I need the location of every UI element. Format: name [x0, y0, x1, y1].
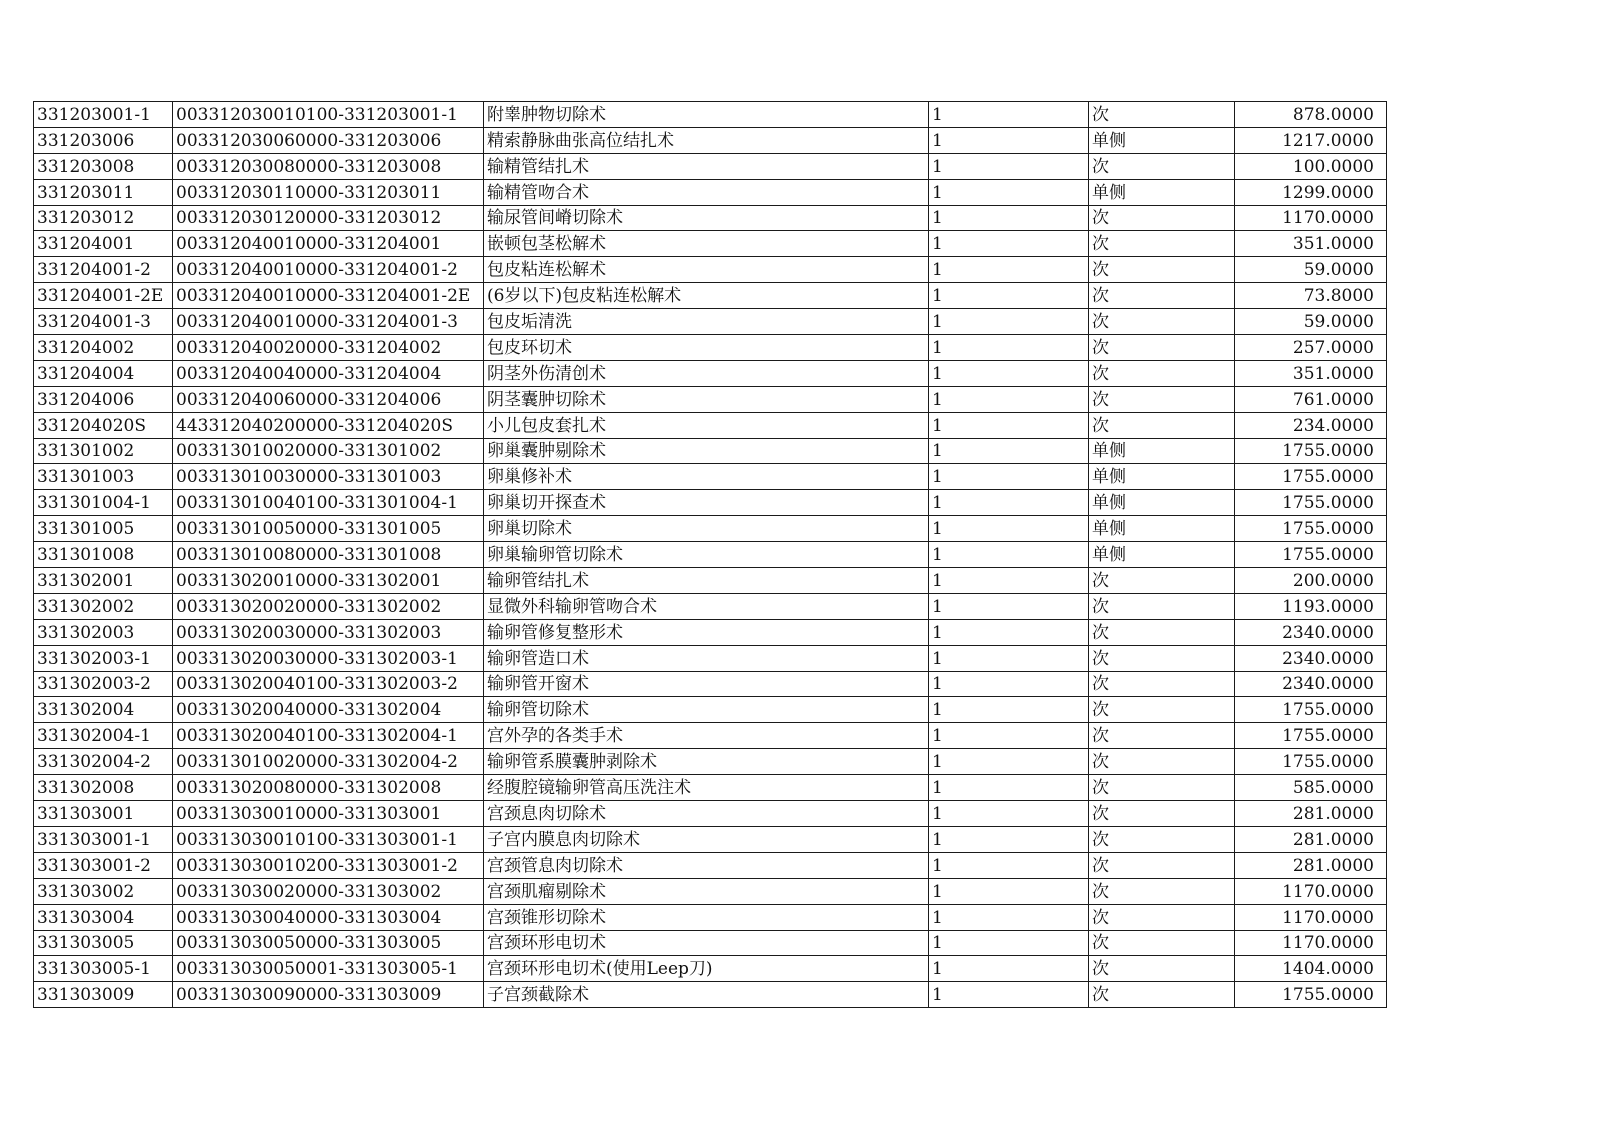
cell-item-code: 331303005	[34, 930, 173, 956]
cell-full-code: 003312040020000-331204002	[173, 335, 484, 361]
cell-price: 1170.0000	[1235, 205, 1387, 231]
cell-full-code: 003312030080000-331203008	[173, 153, 484, 179]
cell-full-code: 003313020010000-331302001	[173, 568, 484, 594]
cell-unit: 次	[1089, 878, 1235, 904]
cell-price: 585.0000	[1235, 775, 1387, 801]
cell-item-name: 输卵管系膜囊肿剥除术	[484, 749, 929, 775]
cell-quantity: 1	[929, 930, 1089, 956]
cell-full-code: 003313010020000-331301002	[173, 438, 484, 464]
cell-price: 73.8000	[1235, 283, 1387, 309]
cell-item-name: 子宫颈截除术	[484, 982, 929, 1008]
cell-item-name: 宫外孕的各类手术	[484, 723, 929, 749]
table-row	[34, 619, 1387, 645]
cell-price: 1755.0000	[1235, 697, 1387, 723]
cell-item-name: 宫颈环形电切术(使用Leep刀)	[484, 956, 929, 982]
cell-full-code: 003312030010100-331203001-1	[173, 102, 484, 128]
cell-item-code: 331204001-3	[34, 309, 173, 335]
table-row	[34, 645, 1387, 671]
cell-full-code: 003312030060000-331203006	[173, 127, 484, 153]
cell-item-name: 包皮垢清洗	[484, 309, 929, 335]
cell-price: 2340.0000	[1235, 619, 1387, 645]
cell-item-name: 输精管吻合术	[484, 179, 929, 205]
table-row	[34, 490, 1387, 516]
cell-item-code: 331301003	[34, 464, 173, 490]
cell-full-code: 003313030040000-331303004	[173, 904, 484, 930]
cell-price: 234.0000	[1235, 412, 1387, 438]
cell-quantity: 1	[929, 671, 1089, 697]
cell-item-code: 331302008	[34, 775, 173, 801]
cell-item-name: 卵巢修补术	[484, 464, 929, 490]
cell-quantity: 1	[929, 826, 1089, 852]
cell-item-code: 331302004	[34, 697, 173, 723]
cell-quantity: 1	[929, 801, 1089, 827]
cell-full-code: 003313030020000-331303002	[173, 878, 484, 904]
cell-quantity: 1	[929, 516, 1089, 542]
cell-full-code: 443312040200000-331204020S	[173, 412, 484, 438]
cell-item-code: 331203006	[34, 127, 173, 153]
cell-price: 2340.0000	[1235, 671, 1387, 697]
cell-price: 1170.0000	[1235, 930, 1387, 956]
cell-unit: 次	[1089, 153, 1235, 179]
cell-full-code: 003313020030000-331302003	[173, 619, 484, 645]
cell-unit: 次	[1089, 568, 1235, 594]
table-row	[34, 205, 1387, 231]
cell-unit: 次	[1089, 386, 1235, 412]
cell-full-code: 003312040060000-331204006	[173, 386, 484, 412]
cell-quantity: 1	[929, 723, 1089, 749]
cell-unit: 单侧	[1089, 179, 1235, 205]
cell-item-code: 331302003-1	[34, 645, 173, 671]
cell-price: 281.0000	[1235, 852, 1387, 878]
cell-full-code: 003313010020000-331302004-2	[173, 749, 484, 775]
table-row	[34, 412, 1387, 438]
table-row	[34, 257, 1387, 283]
table-row	[34, 801, 1387, 827]
cell-full-code: 003313030050000-331303005	[173, 930, 484, 956]
cell-item-code: 331204006	[34, 386, 173, 412]
cell-unit: 次	[1089, 775, 1235, 801]
cell-item-code: 331203008	[34, 153, 173, 179]
table-row	[34, 723, 1387, 749]
cell-item-code: 331303001	[34, 801, 173, 827]
cell-unit: 次	[1089, 852, 1235, 878]
cell-quantity: 1	[929, 749, 1089, 775]
cell-quantity: 1	[929, 697, 1089, 723]
cell-quantity: 1	[929, 438, 1089, 464]
table-row	[34, 386, 1387, 412]
table-row	[34, 179, 1387, 205]
table-row	[34, 102, 1387, 128]
cell-full-code: 003313010080000-331301008	[173, 542, 484, 568]
cell-item-code: 331303005-1	[34, 956, 173, 982]
cell-unit: 次	[1089, 723, 1235, 749]
cell-full-code: 003312040010000-331204001-2E	[173, 283, 484, 309]
cell-item-name: 卵巢输卵管切除术	[484, 542, 929, 568]
cell-price: 1170.0000	[1235, 904, 1387, 930]
cell-full-code: 003313030010100-331303001-1	[173, 826, 484, 852]
cell-full-code: 003312030110000-331203011	[173, 179, 484, 205]
cell-unit: 次	[1089, 205, 1235, 231]
cell-item-name: 宫颈管息肉切除术	[484, 852, 929, 878]
cell-price: 257.0000	[1235, 335, 1387, 361]
cell-unit: 次	[1089, 956, 1235, 982]
cell-item-code: 331204004	[34, 360, 173, 386]
cell-price: 1755.0000	[1235, 490, 1387, 516]
cell-quantity: 1	[929, 257, 1089, 283]
cell-quantity: 1	[929, 542, 1089, 568]
table-row	[34, 904, 1387, 930]
cell-price: 1755.0000	[1235, 542, 1387, 568]
table-row	[34, 464, 1387, 490]
fee-table	[33, 101, 1387, 1008]
cell-item-code: 331204001	[34, 231, 173, 257]
table-row	[34, 309, 1387, 335]
cell-price: 878.0000	[1235, 102, 1387, 128]
cell-full-code: 003313020020000-331302002	[173, 593, 484, 619]
cell-quantity: 1	[929, 309, 1089, 335]
cell-quantity: 1	[929, 982, 1089, 1008]
cell-item-code: 331303001-1	[34, 826, 173, 852]
cell-quantity: 1	[929, 127, 1089, 153]
cell-item-code: 331303009	[34, 982, 173, 1008]
cell-unit: 次	[1089, 801, 1235, 827]
table-row	[34, 283, 1387, 309]
cell-item-name: 卵巢切开探查术	[484, 490, 929, 516]
cell-unit: 次	[1089, 904, 1235, 930]
cell-price: 1404.0000	[1235, 956, 1387, 982]
cell-quantity: 1	[929, 645, 1089, 671]
cell-price: 761.0000	[1235, 386, 1387, 412]
cell-full-code: 003313010050000-331301005	[173, 516, 484, 542]
cell-quantity: 1	[929, 878, 1089, 904]
table-row	[34, 568, 1387, 594]
cell-unit: 次	[1089, 982, 1235, 1008]
cell-unit: 单侧	[1089, 542, 1235, 568]
cell-item-code: 331204001-2	[34, 257, 173, 283]
cell-unit: 次	[1089, 671, 1235, 697]
cell-item-name: 经腹腔镜输卵管高压洗注术	[484, 775, 929, 801]
cell-item-name: 宫颈息肉切除术	[484, 801, 929, 827]
cell-price: 1217.0000	[1235, 127, 1387, 153]
cell-item-name: 阴茎囊肿切除术	[484, 386, 929, 412]
cell-unit: 次	[1089, 360, 1235, 386]
cell-item-name: 输尿管间嵴切除术	[484, 205, 929, 231]
cell-full-code: 003313020080000-331302008	[173, 775, 484, 801]
cell-unit: 次	[1089, 645, 1235, 671]
table-row	[34, 671, 1387, 697]
cell-item-code: 331204002	[34, 335, 173, 361]
cell-full-code: 003313020030000-331302003-1	[173, 645, 484, 671]
cell-item-code: 331302003-2	[34, 671, 173, 697]
cell-quantity: 1	[929, 490, 1089, 516]
cell-item-name: 精索静脉曲张高位结扎术	[484, 127, 929, 153]
cell-quantity: 1	[929, 153, 1089, 179]
cell-unit: 次	[1089, 335, 1235, 361]
cell-quantity: 1	[929, 464, 1089, 490]
cell-full-code: 003312030120000-331203012	[173, 205, 484, 231]
cell-unit: 次	[1089, 826, 1235, 852]
table-row	[34, 826, 1387, 852]
cell-quantity: 1	[929, 386, 1089, 412]
cell-unit: 次	[1089, 283, 1235, 309]
cell-item-code: 331303001-2	[34, 852, 173, 878]
cell-item-name: 宫颈环形电切术	[484, 930, 929, 956]
cell-full-code: 003313030090000-331303009	[173, 982, 484, 1008]
cell-quantity: 1	[929, 102, 1089, 128]
cell-quantity: 1	[929, 231, 1089, 257]
cell-unit: 单侧	[1089, 516, 1235, 542]
cell-item-name: 输卵管修复整形术	[484, 619, 929, 645]
table-row	[34, 775, 1387, 801]
cell-unit: 单侧	[1089, 127, 1235, 153]
cell-full-code: 003312040010000-331204001	[173, 231, 484, 257]
cell-unit: 单侧	[1089, 464, 1235, 490]
cell-full-code: 003313020040100-331302004-1	[173, 723, 484, 749]
cell-quantity: 1	[929, 360, 1089, 386]
cell-item-name: 输卵管造口术	[484, 645, 929, 671]
cell-unit: 次	[1089, 930, 1235, 956]
cell-quantity: 1	[929, 205, 1089, 231]
cell-price: 59.0000	[1235, 257, 1387, 283]
cell-full-code: 003313030010200-331303001-2	[173, 852, 484, 878]
cell-item-code: 331302002	[34, 593, 173, 619]
cell-item-name: 输卵管结扎术	[484, 568, 929, 594]
cell-price: 1755.0000	[1235, 464, 1387, 490]
cell-price: 59.0000	[1235, 309, 1387, 335]
table-row	[34, 956, 1387, 982]
cell-quantity: 1	[929, 412, 1089, 438]
cell-unit: 单侧	[1089, 490, 1235, 516]
cell-price: 1193.0000	[1235, 593, 1387, 619]
cell-full-code: 003312040010000-331204001-2	[173, 257, 484, 283]
cell-price: 351.0000	[1235, 231, 1387, 257]
cell-item-code: 331301002	[34, 438, 173, 464]
cell-unit: 次	[1089, 231, 1235, 257]
cell-item-name: 阴茎外伤清创术	[484, 360, 929, 386]
table-row	[34, 335, 1387, 361]
table-row	[34, 231, 1387, 257]
cell-item-name: 嵌顿包茎松解术	[484, 231, 929, 257]
cell-price: 1755.0000	[1235, 438, 1387, 464]
cell-full-code: 003313030010000-331303001	[173, 801, 484, 827]
cell-full-code: 003313030050001-331303005-1	[173, 956, 484, 982]
cell-item-name: 卵巢囊肿剔除术	[484, 438, 929, 464]
cell-item-name: (6岁以下)包皮粘连松解术	[484, 283, 929, 309]
cell-full-code: 003313010040100-331301004-1	[173, 490, 484, 516]
cell-item-code: 331203001-1	[34, 102, 173, 128]
cell-item-name: 子宫内膜息肉切除术	[484, 826, 929, 852]
cell-item-name: 卵巢切除术	[484, 516, 929, 542]
cell-item-code: 331204020S	[34, 412, 173, 438]
cell-item-code: 331301005	[34, 516, 173, 542]
cell-price: 281.0000	[1235, 826, 1387, 852]
cell-full-code: 003312040010000-331204001-3	[173, 309, 484, 335]
cell-price: 281.0000	[1235, 801, 1387, 827]
cell-item-name: 输精管结扎术	[484, 153, 929, 179]
table-row	[34, 878, 1387, 904]
cell-item-code: 331303004	[34, 904, 173, 930]
cell-item-code: 331203012	[34, 205, 173, 231]
cell-unit: 单侧	[1089, 438, 1235, 464]
cell-unit: 次	[1089, 309, 1235, 335]
cell-quantity: 1	[929, 568, 1089, 594]
cell-price: 1170.0000	[1235, 878, 1387, 904]
cell-item-code: 331301004-1	[34, 490, 173, 516]
table-row	[34, 542, 1387, 568]
cell-quantity: 1	[929, 619, 1089, 645]
cell-quantity: 1	[929, 775, 1089, 801]
table-row	[34, 438, 1387, 464]
table-row	[34, 127, 1387, 153]
cell-unit: 次	[1089, 102, 1235, 128]
cell-quantity: 1	[929, 956, 1089, 982]
cell-unit: 次	[1089, 412, 1235, 438]
cell-price: 2340.0000	[1235, 645, 1387, 671]
cell-item-name: 宫颈锥形切除术	[484, 904, 929, 930]
cell-price: 1755.0000	[1235, 516, 1387, 542]
cell-item-name: 宫颈肌瘤剔除术	[484, 878, 929, 904]
cell-quantity: 1	[929, 283, 1089, 309]
cell-item-code: 331303002	[34, 878, 173, 904]
cell-item-code: 331204001-2E	[34, 283, 173, 309]
cell-item-code: 331301008	[34, 542, 173, 568]
cell-quantity: 1	[929, 179, 1089, 205]
cell-quantity: 1	[929, 335, 1089, 361]
cell-full-code: 003313020040100-331302003-2	[173, 671, 484, 697]
cell-price: 1755.0000	[1235, 982, 1387, 1008]
cell-item-code: 331203011	[34, 179, 173, 205]
table-row	[34, 360, 1387, 386]
cell-full-code: 003313020040000-331302004	[173, 697, 484, 723]
cell-item-name: 输卵管切除术	[484, 697, 929, 723]
cell-item-name: 输卵管开窗术	[484, 671, 929, 697]
cell-item-name: 附睾肿物切除术	[484, 102, 929, 128]
cell-unit: 次	[1089, 749, 1235, 775]
cell-item-name: 小儿包皮套扎术	[484, 412, 929, 438]
cell-item-name: 包皮环切术	[484, 335, 929, 361]
table-row	[34, 697, 1387, 723]
cell-item-name: 显微外科输卵管吻合术	[484, 593, 929, 619]
cell-unit: 次	[1089, 257, 1235, 283]
cell-full-code: 003313010030000-331301003	[173, 464, 484, 490]
cell-unit: 次	[1089, 593, 1235, 619]
cell-item-code: 331302004-1	[34, 723, 173, 749]
table-row	[34, 930, 1387, 956]
table-row	[34, 749, 1387, 775]
cell-item-code: 331302001	[34, 568, 173, 594]
cell-full-code: 003312040040000-331204004	[173, 360, 484, 386]
cell-price: 200.0000	[1235, 568, 1387, 594]
cell-unit: 次	[1089, 619, 1235, 645]
cell-quantity: 1	[929, 593, 1089, 619]
cell-item-name: 包皮粘连松解术	[484, 257, 929, 283]
table-row	[34, 982, 1387, 1008]
cell-item-code: 331302004-2	[34, 749, 173, 775]
cell-price: 100.0000	[1235, 153, 1387, 179]
cell-price: 1755.0000	[1235, 723, 1387, 749]
cell-quantity: 1	[929, 904, 1089, 930]
cell-unit: 次	[1089, 697, 1235, 723]
cell-quantity: 1	[929, 852, 1089, 878]
cell-item-code: 331302003	[34, 619, 173, 645]
table-row	[34, 153, 1387, 179]
cell-price: 1755.0000	[1235, 749, 1387, 775]
table-row	[34, 852, 1387, 878]
cell-price: 351.0000	[1235, 360, 1387, 386]
fee-table-body	[34, 102, 1387, 1008]
table-row	[34, 593, 1387, 619]
cell-price: 1299.0000	[1235, 179, 1387, 205]
table-row	[34, 516, 1387, 542]
